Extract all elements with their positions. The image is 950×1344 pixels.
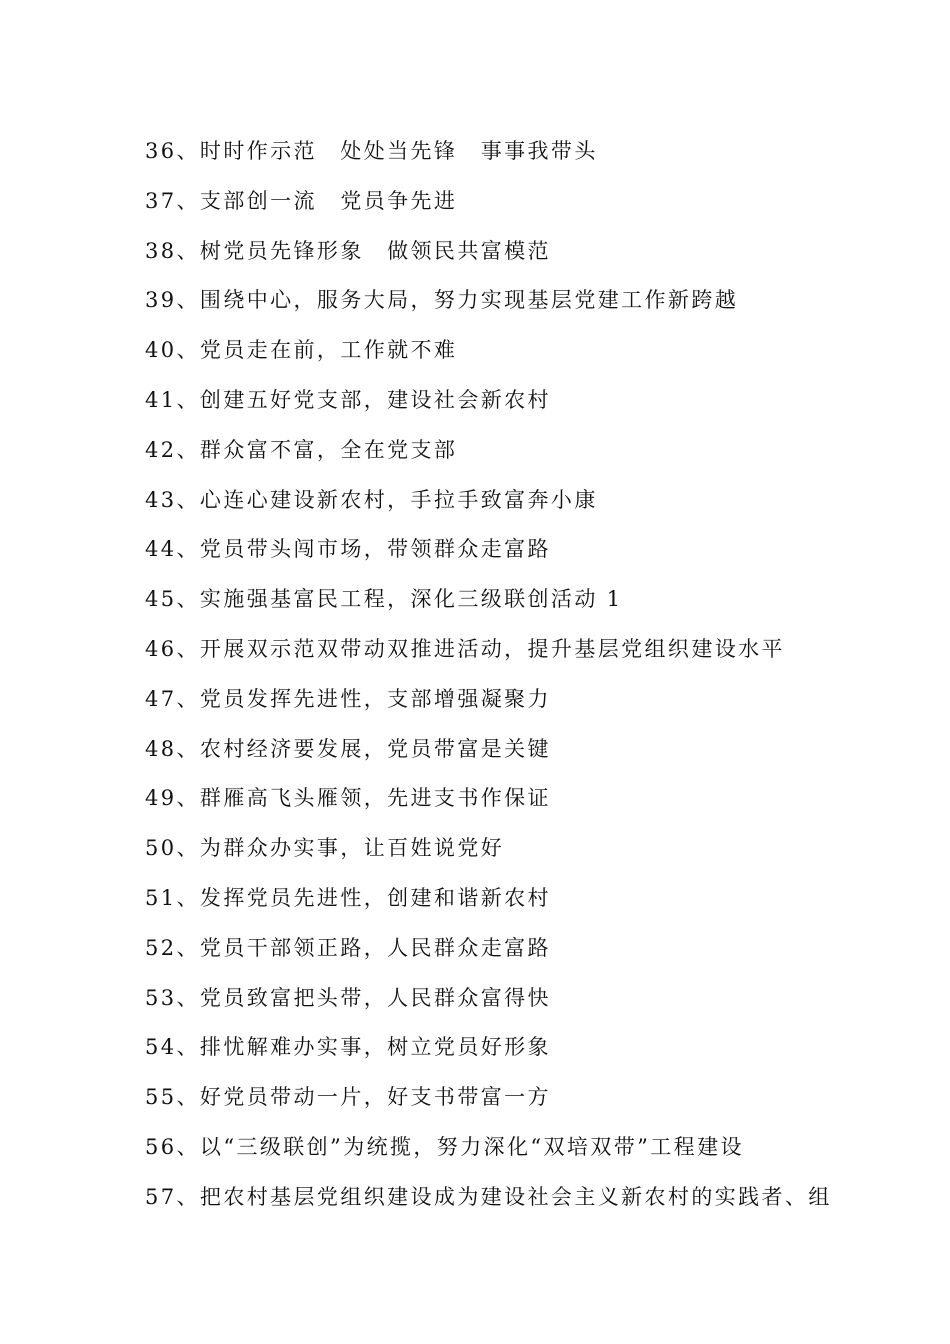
slogan-line-51: 51、发挥党员先进性，创建和谐新农村 xyxy=(145,885,551,910)
slogan-line-47: 47、党员发挥先进性，支部增强凝聚力 xyxy=(145,686,551,711)
slogan-line-39: 39、围绕中心，服务大局，努力实现基层党建工作新跨越 xyxy=(145,288,739,313)
slogan-line-46: 46、开展双示范双带动双推进活动，提升基层党组织建设水平 xyxy=(145,636,785,661)
slogan-line-42: 42、群众富不富，全在党支部 xyxy=(145,437,458,462)
slogan-line-43: 43、心连心建设新农村，手拉手致富奔小康 xyxy=(145,487,598,512)
slogan-line-49: 49、群雁高飞头雁领，先进支书作保证 xyxy=(145,786,551,811)
slogan-list xyxy=(145,133,925,1229)
slogan-line-57: 57、把农村基层党组织建设成为建设社会主义新农村的实践者、组 xyxy=(145,1184,832,1209)
slogan-line-52: 52、党员干部领正路，人民群众走富路 xyxy=(145,935,551,960)
slogan-line-37: 37、支部创一流 党员争先进 xyxy=(145,188,458,213)
slogan-line-53: 53、党员致富把头带，人民群众富得快 xyxy=(145,985,551,1010)
slogan-line-55: 55、好党员带动一片，好支书带富一方 xyxy=(145,1085,551,1110)
slogan-line-50: 50、为群众办实事，让百姓说党好 xyxy=(145,836,505,861)
slogan-line-45: 45、实施强基富民工程，深化三级联创活动 1 xyxy=(145,587,623,612)
slogan-line-48: 48、农村经济要发展，党员带富是关键 xyxy=(145,736,551,761)
slogan-line-44: 44、党员带头闯市场，带领群众走富路 xyxy=(145,537,551,562)
slogan-line-38: 38、树党员先锋形象 做领民共富模范 xyxy=(145,238,551,263)
slogan-line-41: 41、创建五好党支部，建设社会新农村 xyxy=(145,387,551,412)
slogan-line-54: 54、排忧解难办实事，树立党员好形象 xyxy=(145,1035,551,1060)
slogan-line-36: 36、时时作示范 处处当先锋 事事我带头 xyxy=(145,139,598,163)
slogan-line-40: 40、党员走在前，工作就不难 xyxy=(145,338,458,363)
slogan-line-56: 56、以“三级联创”为统揽，努力深化“双培双带”工程建设 xyxy=(145,1134,744,1159)
